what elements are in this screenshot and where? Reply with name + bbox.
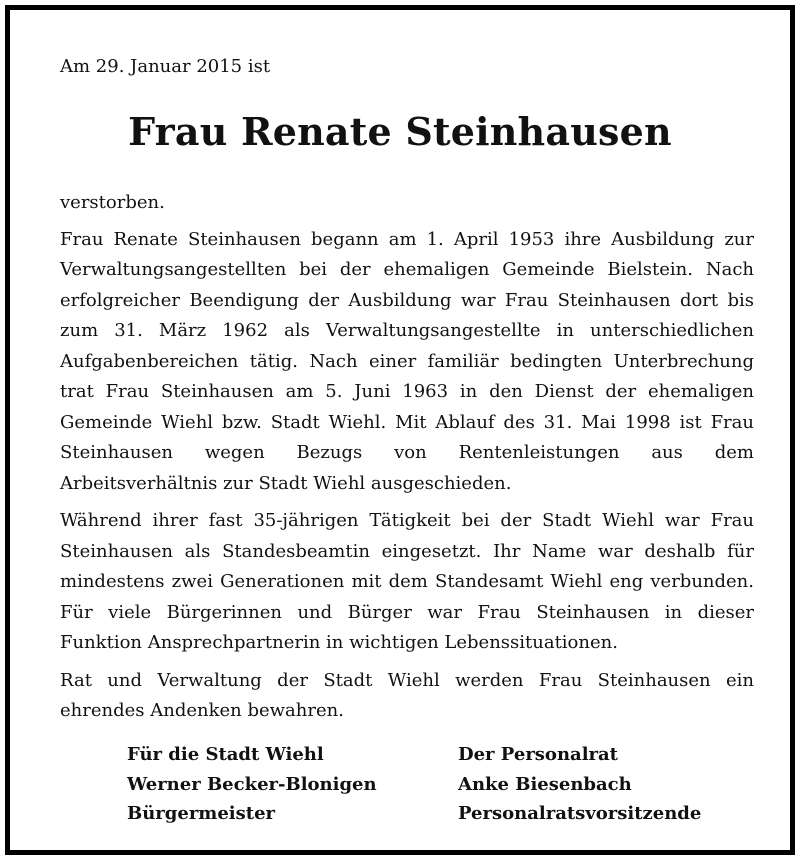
signature-name: Werner Becker-Blonigen [127, 773, 377, 795]
intro-line: Am 29. Januar 2015 ist [60, 56, 271, 77]
signature-role: Personalratsvorsitzende [458, 803, 702, 824]
paragraph-remembrance: Rat und Verwaltung der Stadt Wiehl werden Frau Steinhausen ein ehrendes Andenken bewahren. [60, 669, 754, 721]
signature-block-staff-council [458, 740, 701, 829]
obituary-notice [5, 5, 795, 855]
status-line: verstorben. [60, 192, 165, 213]
signature-block-city [127, 740, 377, 829]
deceased-name: Frau Renate Steinhausen [128, 109, 672, 154]
signature-name: Anke Biesenbach [458, 773, 632, 795]
signature-org: Für die Stadt Wiehl [127, 744, 324, 765]
signature-role: Bürgermeister [127, 803, 276, 824]
paragraph-registrar: Während ihrer fast 35-jährigen Tätigkeit bei der Stadt Wiehl war Frau Steinhausen als Standesbeamtin eingesetzt. Ihr Name war deshalb für mindestens zwei Generationen mit dem Standesamt Wiehl eng verbunden. Für viele Bürgerinnen und Bürger war Frau Steinhausen in dieser Funktion Ansprechpartnerin in wichtigen Lebenssituationen. [60, 510, 754, 653]
signature-org: Der Personalrat [458, 744, 618, 765]
notice-body [60, 188, 754, 734]
paragraph-career: Frau Renate Steinhausen begann am 1. April 1953 ihre Ausbildung zur Verwaltungsangestellten bei der ehemaligen Gemeinde Bielstein. Nach erfolgreicher Beendigung der Ausbildung war Frau Steinhausen dort bis zum 31. März 1962 als Verwaltungsangestellte in unterschiedlichen Aufgabenbereichen tätig. Nach einer familiär bedingten Unterbrechung trat Frau Steinhausen am 5. Juni 1963 in den Dienst der ehemaligen Gemeinde Wiehl bzw. Stadt Wiehl. Mit Ablauf des 31. Mai 1998 ist Frau Steinhausen wegen Bezugs von Rentenleistungen aus dem Arbeitsverhältnis zur Stadt Wiehl ausgeschieden. [60, 228, 754, 494]
